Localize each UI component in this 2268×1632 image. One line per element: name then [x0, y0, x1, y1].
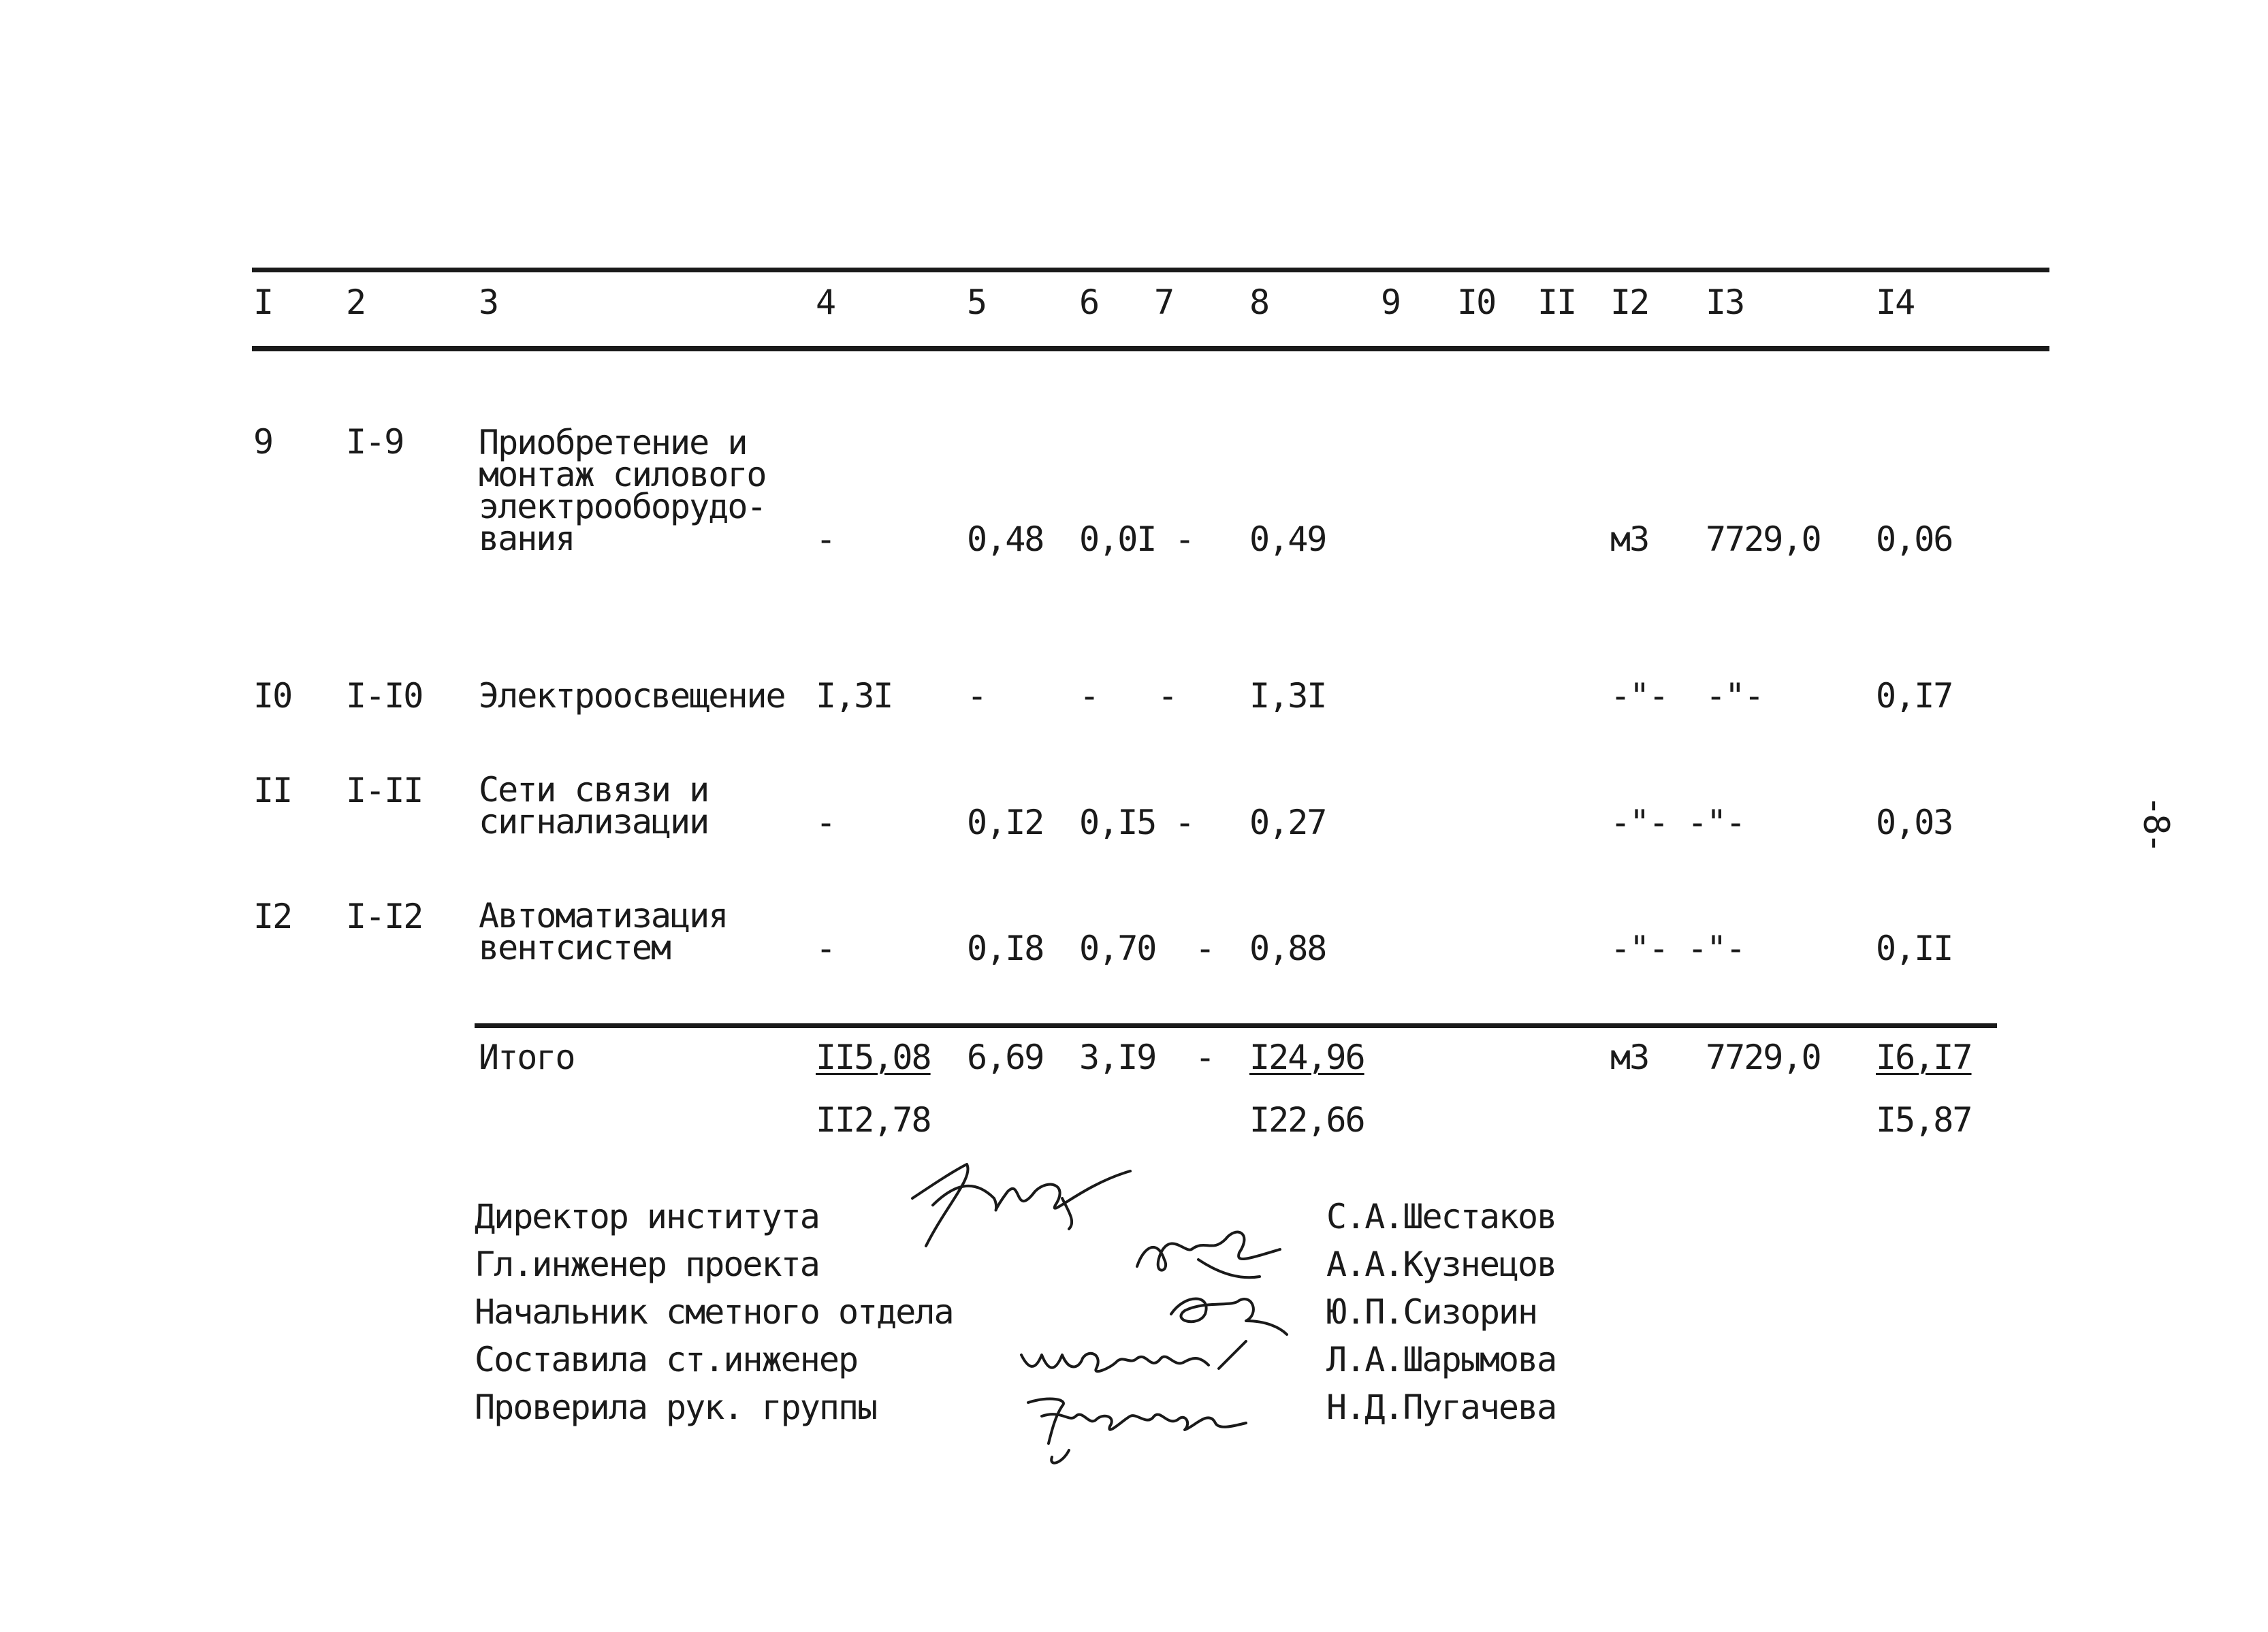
total-label: Итого [479, 1038, 575, 1077]
cell-col5: 0,I2 [967, 803, 1044, 842]
cell-col5: - [967, 676, 987, 716]
total-rule [475, 1023, 1997, 1028]
col-header-7: 7 [1154, 283, 1174, 322]
col-header-3: 3 [479, 283, 498, 322]
total-col13: 7729,0 [1706, 1038, 1821, 1077]
cell-col7: - [1175, 519, 1194, 559]
cell-col6: 0,I5 [1079, 803, 1156, 842]
signatory-name: С.А.Шестаков [1326, 1197, 1556, 1236]
col-header-11: II [1537, 283, 1576, 322]
cell-col4: - [816, 803, 835, 842]
cell-col8: 0,27 [1249, 803, 1326, 842]
cell-col7: - [1175, 803, 1194, 842]
cell-col6: 0,70 [1079, 929, 1156, 968]
cell-col4: - [816, 929, 835, 968]
cell-col8: 0,49 [1249, 519, 1326, 559]
cell-col7: - [1195, 929, 1215, 968]
row-code: I-9 [346, 422, 404, 462]
col-header-8: 8 [1249, 283, 1269, 322]
cell-col13: -"- [1687, 803, 1745, 842]
row-name: Приобретение и монтаж силового электрооборудо- вания [479, 423, 766, 558]
col-header-14: I4 [1876, 283, 1915, 322]
cell-col14: 0,II [1876, 929, 1953, 968]
cell-col4: I,3I [816, 676, 893, 716]
total-col5: 6,69 [967, 1038, 1044, 1077]
cell-col5: 0,I8 [967, 929, 1044, 968]
cell-col12: -"- [1610, 676, 1668, 716]
col-header-6: 6 [1079, 283, 1099, 322]
row-code: I-I0 [346, 676, 423, 716]
signature-checker [1021, 1389, 1266, 1471]
col-header-10: I0 [1457, 283, 1496, 322]
page-number: -8- [2135, 795, 2176, 851]
total-col12: м3 [1610, 1038, 1649, 1077]
total-col14-sub: I5,87 [1876, 1100, 1972, 1140]
cell-col13: -"- [1706, 676, 1763, 716]
cell-col12: м3 [1610, 519, 1649, 559]
cell-col6: 0,0I [1079, 519, 1156, 559]
total-col8-sub: I22,66 [1249, 1100, 1364, 1140]
cell-col7: - [1157, 676, 1177, 716]
signatory-name: Л.А.Шарымова [1326, 1340, 1556, 1379]
col-header-5: 5 [967, 283, 987, 322]
total-col14: I6,I7 [1876, 1038, 1972, 1077]
col-header-9: 9 [1381, 283, 1401, 322]
row-code: I-I2 [346, 897, 423, 936]
cell-col12: -"- [1610, 803, 1668, 842]
cell-col4: - [816, 519, 835, 559]
cell-col12: -"- [1610, 929, 1668, 968]
row-code: I-II [346, 771, 423, 810]
signatory-position: Директор института [475, 1197, 819, 1236]
total-col7: - [1195, 1038, 1215, 1077]
row-name: Электроосвещение [479, 676, 785, 716]
cell-col5: 0,48 [967, 519, 1044, 559]
signatory-name: А.А.Кузнецов [1326, 1245, 1556, 1284]
cell-col6: - [1079, 676, 1099, 716]
total-col4-sub: II2,78 [816, 1100, 931, 1140]
signatory-name: Ю.П.Сизорин [1326, 1292, 1537, 1332]
cell-col14: 0,03 [1876, 803, 1953, 842]
cell-col14: 0,I7 [1876, 676, 1953, 716]
signature-compiler [1015, 1334, 1260, 1389]
cell-col8: 0,88 [1249, 929, 1326, 968]
signature-director [906, 1157, 1137, 1253]
col-header-2: 2 [346, 283, 366, 322]
col-header-12: I2 [1610, 283, 1649, 322]
total-col6: 3,I9 [1079, 1038, 1156, 1077]
cell-col14: 0,06 [1876, 519, 1953, 559]
row-number: II [253, 771, 292, 810]
row-number: I2 [253, 897, 292, 936]
cell-col8: I,3I [1249, 676, 1326, 716]
signatory-position: Составила ст.инженер [475, 1340, 858, 1379]
signatory-position: Гл.инженер проекта [475, 1245, 819, 1284]
total-col8: I24,96 [1249, 1038, 1364, 1077]
signatory-position: Проверила рук. группы [475, 1388, 877, 1427]
col-header-4: 4 [816, 283, 835, 322]
row-name: Сети связи и сигнализации [479, 770, 709, 842]
signature-estimate-head [1157, 1280, 1294, 1341]
cell-col13: -"- [1687, 929, 1745, 968]
col-header-13: I3 [1706, 283, 1744, 322]
signatory-position: Начальник сметного отдела [475, 1292, 953, 1332]
col-header-1: I [253, 283, 273, 322]
signatory-name: Н.Д.Пугачева [1326, 1388, 1556, 1427]
total-col4: II5,08 [816, 1038, 931, 1077]
cell-col13: 7729,0 [1706, 519, 1821, 559]
row-number: 9 [253, 422, 273, 462]
header-top-rule [252, 268, 2049, 272]
header-bottom-rule [252, 346, 2049, 351]
row-number: I0 [253, 676, 292, 716]
row-name: Автоматизация вентсистем [479, 896, 728, 967]
